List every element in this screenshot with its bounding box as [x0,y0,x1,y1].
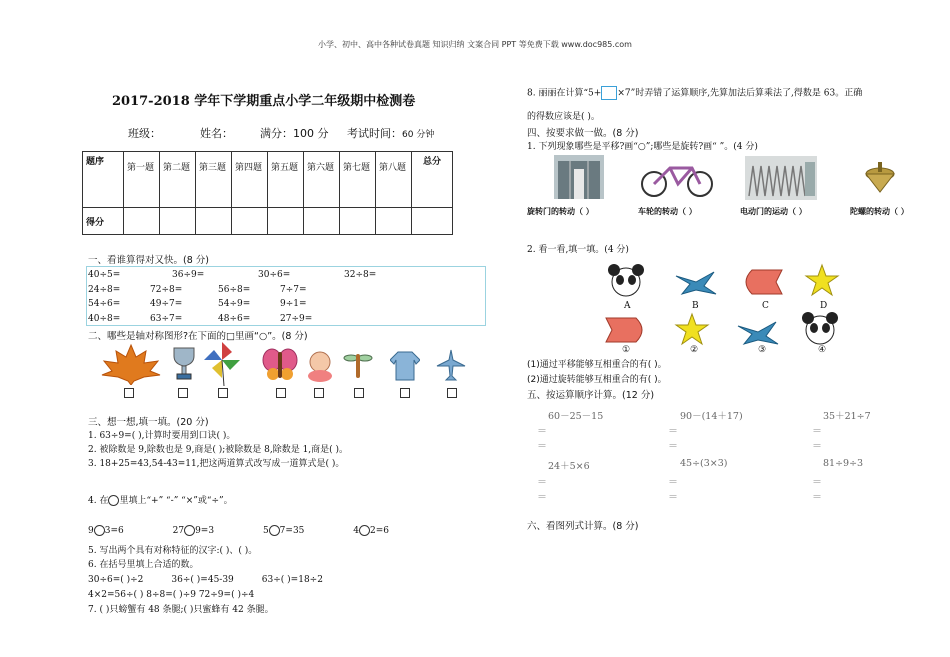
answer-box[interactable] [276,388,286,398]
q3-6-row1: 30÷6=( )÷2 36÷( )=45-39 63÷( )=18÷2 [88,575,323,585]
label-4: ④ [818,345,827,355]
expr-3: 35＋21÷7 [823,411,871,422]
section-6-title: 六、看图列式计算。(8 分) [527,521,639,532]
bird-icon [674,268,718,298]
maple-leaf-icon [100,343,162,385]
eq-line: ＝ [812,441,822,452]
answer-box[interactable] [218,388,228,398]
tag-shape-rotated-icon [604,316,650,344]
q3-3: 3. 18+25=43,54-43=11,把这两道算式改写成一道算式是( )。 [88,459,345,469]
q3-8: 8. 丽丽在计算“5+ ×7”时弄错了运算顺序,先算加法后算乘法了,得数是 63。正确 [527,86,862,101]
expr-6: 81÷9÷3 [823,458,864,469]
time-label: 考试时间：60 分钟 [347,127,435,140]
eq-line: ＝ [812,477,822,488]
eq-line: ＝ [812,492,822,503]
score-label: 满分：100 分 [260,127,329,140]
section-4-title: 四、按要求做一做。(8 分) [527,128,639,139]
caption-gate: 电动门的运动（ ） [740,206,807,216]
operator-circle[interactable] [94,525,105,536]
score-cell[interactable] [376,208,412,235]
page-title: 2017-2018 学年下学期重点小学二年级期中检测卷 [112,94,416,109]
q3-8-cont: 的得数应该是( )。 [527,112,600,122]
score-cell[interactable] [160,208,196,235]
coat-icon [390,348,420,382]
q3-6: 6. 在括号里填上合适的数。 [88,560,199,570]
expr-1: 60－25－15 [548,411,604,422]
label-2: ② [690,345,699,355]
circle-blank [108,495,119,506]
answer-box[interactable] [354,388,364,398]
section-3-title: 三、想一想,填一填。(20 分) [88,417,209,428]
score-cell[interactable] [124,208,160,235]
table-head-cell: 第三题 [196,152,232,208]
score-row-label: 得分 [83,208,124,235]
baby-icon [305,350,335,382]
answer-box[interactable] [124,388,134,398]
q3-7: 7. ( )只螃蟹有 48 条腿;( )只蜜蜂有 42 条腿。 [88,605,274,615]
score-cell[interactable] [412,208,453,235]
operator-circle[interactable] [184,525,195,536]
answer-box[interactable] [178,388,188,398]
table-head-cell: 第一题 [124,152,160,208]
tag-shape-icon [738,268,784,296]
score-cell[interactable] [232,208,268,235]
expr-2: 90－(14＋17) [680,411,743,422]
name-label: 姓名： [200,127,233,140]
revolving-door-icon [554,155,604,199]
butterfly-icon [262,346,298,382]
eq-line: ＝ [668,492,678,503]
q4-2-answer-1: (1)通过平移能够互相重合的有( )。 [527,360,667,370]
table-head-cell: 第二题 [160,152,196,208]
eq-line: ＝ [668,441,678,452]
answer-box[interactable] [601,86,617,100]
caption-bicycle: 车轮的转动（ ） [638,206,697,216]
table-head-cell: 题序 [83,152,124,208]
eq-line: ＝ [537,441,547,452]
label-c: C [762,301,769,311]
eq-line: ＝ [668,426,678,437]
star-icon [804,263,840,299]
calc-col-4: 32÷8= 7÷7= 9÷1= 27÷9= [280,270,377,324]
panda-icon [604,264,648,300]
q4-1: 1. 下列现象哪些是平移?画“○”;哪些是旋转?画“ ”。(4 分) [527,142,758,152]
table-head-cell: 总分 [412,152,453,208]
q4-2: 2. 看一看,填一填。(4 分) [527,245,629,255]
score-cell[interactable] [304,208,340,235]
operator-circle[interactable] [359,525,370,536]
answer-box[interactable] [447,388,457,398]
score-table [82,151,453,235]
q3-5: 5. 写出两个具有对称特征的汉字:( )、( )。 [88,546,258,556]
electric-gate-icon [745,156,817,200]
calc-col-1: 40÷5= 24÷8= 54÷6= 40÷8= [88,270,121,324]
label-a: A [624,301,631,311]
label-1: ① [622,345,631,355]
q3-2: 2. 被除数是 9,除数也是 9,商是( );被除数是 8,除数是 1,商是( )。 [88,445,349,455]
expr-4: 24＋5×6 [548,461,590,472]
spinning-top-icon [860,158,900,198]
q3-4: 4. 在 里填上“+” “-” “×”或“÷”。 [88,496,233,506]
section-2-title: 二、哪些是轴对称图形?在下面的□里画“○”。(8 分) [88,331,308,342]
score-cell[interactable] [340,208,376,235]
pinwheel-icon [202,340,242,386]
section-1-title: 一、看谁算得对又快。(8 分) [88,255,209,266]
q4-2-answer-2: (2)通过旋转能够互相重合的有( )。 [527,375,667,385]
label-d: D [820,301,828,311]
table-head-cell: 第六题 [304,152,340,208]
eq-line: ＝ [537,477,547,488]
eq-line: ＝ [537,492,547,503]
site-header: 小学、初中、高中各种试卷真题 知识归纳 文案合同 PPT 等免费下载 www.doc985.com [318,40,632,49]
expr-5: 45÷(3×3) [680,458,728,469]
q3-4-items: 9 3=6 27 9=3 5 7=35 4 2=6 [88,526,390,536]
section-5-title: 五、按运算顺序计算。(12 分) [527,390,655,401]
eq-line: ＝ [668,477,678,488]
bicycle-icon [640,158,714,198]
caption-revolving-door: 旋转门的转动（ ） [527,206,594,216]
calc-col-2: 36÷9= 72÷8= 49÷7= 63÷7= [150,270,205,324]
answer-box[interactable] [314,388,324,398]
operator-circle[interactable] [269,525,280,536]
class-label: 班级： [128,127,161,140]
table-head-cell: 第五题 [268,152,304,208]
dragonfly-icon [343,350,373,380]
label-3: ③ [758,345,767,355]
score-cell[interactable] [268,208,304,235]
eq-line: ＝ [537,426,547,437]
score-cell[interactable] [196,208,232,235]
label-b: B [692,301,699,311]
answer-box[interactable] [400,388,410,398]
q3-1: 1. 63÷9=( ),计算时要用到口诀( )。 [88,431,236,441]
q3-6-row2: 4×2=56÷( ) 8÷8=( )÷9 72÷9=( )÷4 [88,590,255,600]
table-head-cell: 第八题 [376,152,412,208]
eq-line: ＝ [812,426,822,437]
airplane-icon [436,348,466,382]
table-head-cell: 第四题 [232,152,268,208]
caption-top: 陀螺的转动（ ） [850,206,909,216]
trophy-icon [170,346,198,382]
calc-col-3: 30÷6= 56÷8= 54÷9= 48÷6= [218,270,291,324]
table-head-cell: 第七题 [340,152,376,208]
